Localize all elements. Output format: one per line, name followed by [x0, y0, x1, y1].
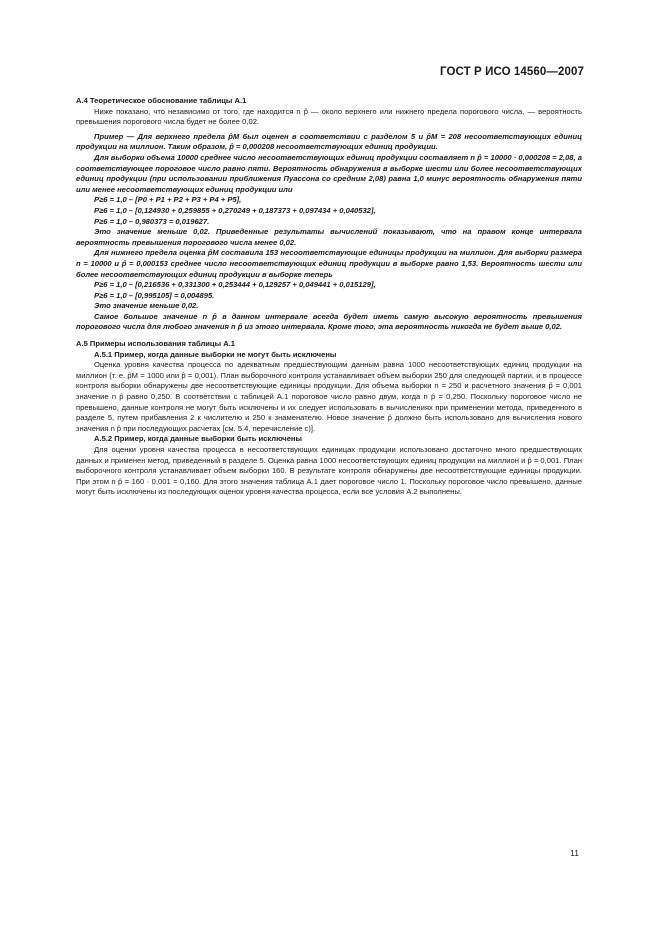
standard-header: ГОСТ Р ИСО 14560—2007 [439, 66, 584, 78]
equation-5: P≥6 = 1,0 – [0,995105] = 0,004895. [94, 290, 215, 300]
subsection-a52-title: А.5.2 Пример, когда данные выборки быть исключены [94, 434, 303, 444]
a4-lower-result: Это значение меньше 0,02. [94, 301, 199, 311]
a4-sample-paragraph: Для выборки объема 10000 среднее число несоответствующих единиц продукции составляет n p̂ = 10000 · 0,000208 = 2,08, а соответствующее пороговое число равно пяти. Вероятность обнаружения в выборке шести или более несоответствующих единиц продукции (при использовании приближения Пуассона со средним 2,08) равна 1,0 минус вероятность обнаружения пяти или менее несоответствующих единиц продукции или [76, 152, 582, 194]
a52-paragraph: Для оценки уровня качества процесса в несоответствующих единицах продукции использовано достаточно много предшествующих данных и применен метод, приведенный в разделе 5. Оценка равна 1000 несоответствующих единиц продукции на миллион и p̂ = 0,001. План выборочного контроля устанавливает объем выборки 160. В результате контроля обнаружены две несоответствующие единицы продукции. При этом n p̂ = 160 · 0,001 = 0,160. Для этого значения таблица А.1 дает пороговое число 1. Поскольку пороговое число превышено, данные могут быть исключены из последующих оценок уровня качества процесса, если все условия А.2 выполнены. [76, 445, 582, 497]
page-body [76, 96, 582, 498]
equation-3: P≥6 = 1,0 – 0,980373 = 0,019627. [94, 216, 210, 226]
a4-conclusion-paragraph: Самое большое значение n p̂ в данном интервале всегда будет иметь самую высокую вероятность превышения порогового числа для любого значения n p̂ из этого интервала. Кроме того, эта вероятность никогда не будет выше 0,02. [76, 311, 582, 332]
a4-lower-limit-paragraph: Для нижнего предела оценка p̂M составила 153 несоответствующие единицы продукции на миллион. Для выборки размера n = 10000 и p̂ = 0,000153 среднее число несоответствующих единиц продукции в выборке равно 1,53. Вероятность шести или более несоответствующих единиц продукции в выборке теперь [76, 248, 582, 279]
section-a4-title: А.4 Теоретическое обоснование таблицы А.1 [76, 96, 247, 105]
equation-1: P≥6 = 1,0 – [P0 + P1 + P2 + P3 + P4 + P5], [94, 195, 242, 205]
a4-result-paragraph: Это значение меньше 0,02. Приведенные результаты вычислений показывают, что на правом конце интервала вероятность превышения порогового числа менее 0,02. [76, 227, 582, 247]
section-a5-title: А.5 Примеры использования таблицы А.1 [76, 339, 236, 349]
a4-example-paragraph: Пример — Для верхнего предела p̂M был оценен в соответствии с разделом 5 и p̂M = 208 несоответствующих единиц продукции на миллион. Таким образом, p̂ = 0,000208 несоответствующих единиц продукции. [76, 131, 582, 152]
equation-2: P≥6 = 1,0 – [0,124930 + 0,259855 + 0,270249 + 0,187373 + 0,097434 + 0,040532], [94, 205, 376, 215]
a4-intro-paragraph: Ниже показано, что независимо от того, где находится n p̂ — около верхнего или нижнего предела порогового числа, — вероятность превышения порогового числа будет не более 0,02. [76, 106, 582, 127]
a51-paragraph: Оценка уровня качества процесса по адекватным предшествующим данным равна 1000 несоответствующих единиц продукции на миллион (т. е. p̂M = 1000 или p̂ = 0,001). План выборочного контроля устанавливает объем выборки 250 для следующей партии, и в процессе контроля выборки обнаружены две несоответствующие единицы продукции. Для объема выборки n = 250 и расчетного значения p̂ = 0,001 значение n p̂ равно 0,250. В соответствии с таблицей А.1 пороговое число равно двум, когда n p̂ = 0,250. Поскольку пороговое число не превышено, данные контроля не могут быть исключены и их следует использовать в вычислениях при применении метода, приведенного в разделе 5, путем прибавления 2 к числителю и 250 к знаменателю. Новое значение p̂ должно быть использовано для вычисления нового значения n p̂ при последующих расчетах [см. 5.4, перечисление c)]. [76, 360, 582, 433]
subsection-a51-title: А.5.1 Пример, когда данные выборки не могут быть исключены [94, 349, 337, 359]
equation-4: P≥6 = 1,0 – [0,216536 + 0,331300 + 0,253444 + 0,129257 + 0,049441 + 0,015129], [94, 280, 376, 290]
page-number: 11 [570, 848, 579, 858]
